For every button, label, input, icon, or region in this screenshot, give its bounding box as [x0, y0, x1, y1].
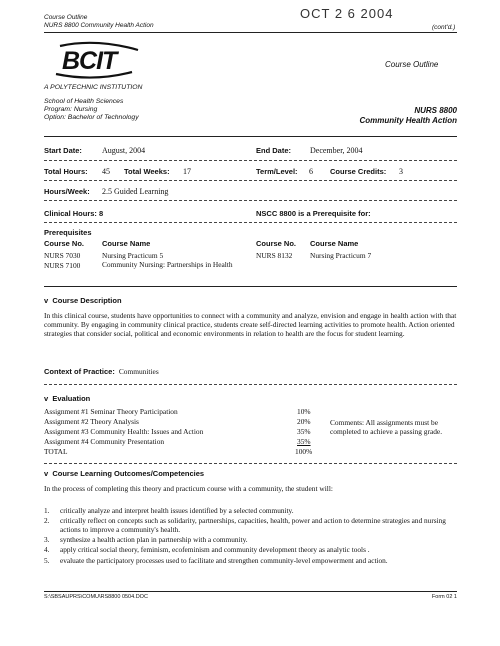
outcome-item-1: [44, 506, 464, 515]
footer-form-number: Form 02 1: [431, 594, 457, 600]
eval-pct-3: 35%: [297, 427, 311, 436]
start-date-label: Start Date:: [44, 146, 82, 155]
prereq-for-col-name: Course Name: [310, 239, 359, 248]
outcome-item-4: [44, 545, 464, 554]
context-value: Communities: [118, 367, 159, 376]
total-weeks-value: 17: [183, 167, 191, 176]
course-code: NURS 8800: [414, 106, 457, 115]
clinical-hours-label: Clinical Hours: 8: [44, 209, 104, 218]
learning-outcomes-heading: v Course Learning Outcomes/Competencies: [44, 469, 205, 478]
term-level-label: Term/Level:: [256, 167, 298, 176]
footer-rule: [44, 591, 457, 592]
section-bullet-icon: v: [44, 469, 49, 478]
details-top-rule: [44, 136, 457, 137]
start-date-value: August, 2004: [102, 146, 146, 155]
prereq-for-row-1-no: NURS 8132: [256, 251, 293, 260]
context-label: Context of Practice:: [44, 367, 115, 376]
outcome-number: 5.: [44, 556, 50, 565]
logo-text: BCIT: [62, 47, 117, 75]
details-rule-3: [44, 200, 457, 201]
outcome-number: 3.: [44, 535, 50, 544]
eval-item-1: Assignment #1 Seminar Theory Participation: [44, 407, 178, 416]
outcome-number: 2.: [44, 516, 50, 525]
outcome-item-3: [44, 535, 464, 544]
prereq-row-2-no: NURS 7100: [44, 261, 81, 270]
course-credits-value: 3: [399, 167, 403, 176]
prerequisite-for-label: NSCC 8800 is a Prerequisite for:: [256, 209, 371, 218]
total-weeks-label: Total Weeks:: [124, 167, 170, 176]
outcome-text: apply critical social theory, feminism, ecofeminism and community development theory as analytic tools .: [60, 545, 370, 554]
header-doc-label: Course Outline: [44, 14, 88, 21]
prereq-row-1-name: Nursing Practicum 5: [102, 251, 164, 260]
header-course-line: NURS 8800 Community Health Action: [44, 22, 154, 29]
outcomes-intro: In the process of completing this theory and practicum course with a community, the student will:: [44, 484, 333, 493]
footer-file-path: S:\SBSAUPRS\COMU\RS8800 0504.DOC: [44, 594, 148, 600]
term-level-value: 6: [309, 167, 313, 176]
school-name: School of Health Sciences: [44, 98, 124, 105]
eval-item-3: Assignment #3 Community Health: Issues and Action: [44, 427, 204, 436]
prereq-col-name: Course Name: [102, 239, 151, 248]
course-credits-label: Course Credits:: [330, 167, 387, 176]
section-bullet-icon: v: [44, 394, 49, 403]
outcome-text: critically reflect on concepts such as solidarity, partnerships, capacities, health, power and action to determine strategies and nursing actions to improve a community's health.: [60, 516, 446, 534]
outcome-item-5: [44, 556, 464, 565]
course-description-heading: v Course Description: [44, 296, 122, 305]
evaluation-heading: v Evaluation: [44, 394, 91, 403]
eval-comments: Comments: All assignments must be completed to achieve a passing grade.: [330, 418, 443, 436]
prerequisites-heading: Prerequisites: [44, 228, 92, 237]
school-block: [44, 98, 139, 122]
course-title: Community Health Action: [359, 116, 457, 125]
header-contd: (cont'd.): [432, 24, 456, 31]
context-of-practice: [44, 361, 159, 379]
hours-week-label: Hours/Week:: [44, 187, 90, 196]
outcome-number: 4.: [44, 545, 50, 554]
bcit-logo: [46, 40, 156, 80]
description-bottom-rule: [44, 384, 457, 385]
document-type: Course Outline: [385, 60, 439, 69]
prereq-for-row-1-name: Nursing Practicum 7: [310, 251, 372, 260]
prereq-row-2-name: Community Nursing: Partnerships in Health: [102, 260, 233, 269]
prereq-row-1-no: NURS 7030: [44, 251, 81, 260]
eval-item-4: Assignment #4 Community Presentation: [44, 437, 165, 446]
details-rule-2: [44, 180, 457, 181]
eval-total-value: 100%: [295, 447, 313, 456]
end-date-label: End Date:: [256, 146, 292, 155]
program-name: Program: Nursing: [44, 106, 98, 113]
eval-pct-2: 20%: [297, 417, 311, 426]
total-hours-value: 45: [102, 167, 110, 176]
total-hours-label: Total Hours:: [44, 167, 88, 176]
details-rule-4: [44, 222, 457, 223]
option-name: Option: Bachelor of Technology: [44, 114, 139, 121]
details-rule-1: [44, 160, 457, 161]
course-description-text: In this clinical course, students have opportunities to connect with a community and analyze, envision and engage in health action with that community. By engaging in community clinical practice, students create self-directed learning activities to promote health. Action oriented strategies that consider social, political and economic environments in relation to health are the focus for student learning.: [44, 311, 457, 339]
outcome-text: critically analyze and interpret health issues identified by a selected community.: [60, 506, 294, 515]
received-stamp: OCT 2 6 2004: [300, 6, 394, 21]
prereq-col-no: Course No.: [44, 239, 85, 248]
outcome-number: 1.: [44, 506, 50, 515]
eval-item-2: Assignment #2 Theory Analysis: [44, 417, 139, 426]
logo-tagline: A POLYTECHNIC INSTITUTION: [44, 84, 143, 91]
outcome-text: synthesize a health action plan in partnership with a community.: [60, 535, 248, 544]
eval-total-label: TOTAL: [44, 447, 68, 456]
end-date-value: December, 2004: [310, 146, 363, 155]
header-rule: [44, 32, 457, 33]
outcome-text: evaluate the participatory processes used to facilitate and strengthen community-level empowerment and action.: [60, 556, 388, 565]
hours-week-value: 2.5 Guided Learning: [102, 187, 169, 196]
prereq-bottom-rule: [44, 286, 457, 287]
outcome-item-2: [44, 516, 464, 534]
eval-pct-4: 35%: [297, 437, 311, 446]
eval-pct-1: 10%: [297, 407, 311, 416]
evaluation-bottom-rule: [44, 463, 457, 464]
section-bullet-icon: v: [44, 296, 49, 305]
prereq-for-col-no: Course No.: [256, 239, 297, 248]
